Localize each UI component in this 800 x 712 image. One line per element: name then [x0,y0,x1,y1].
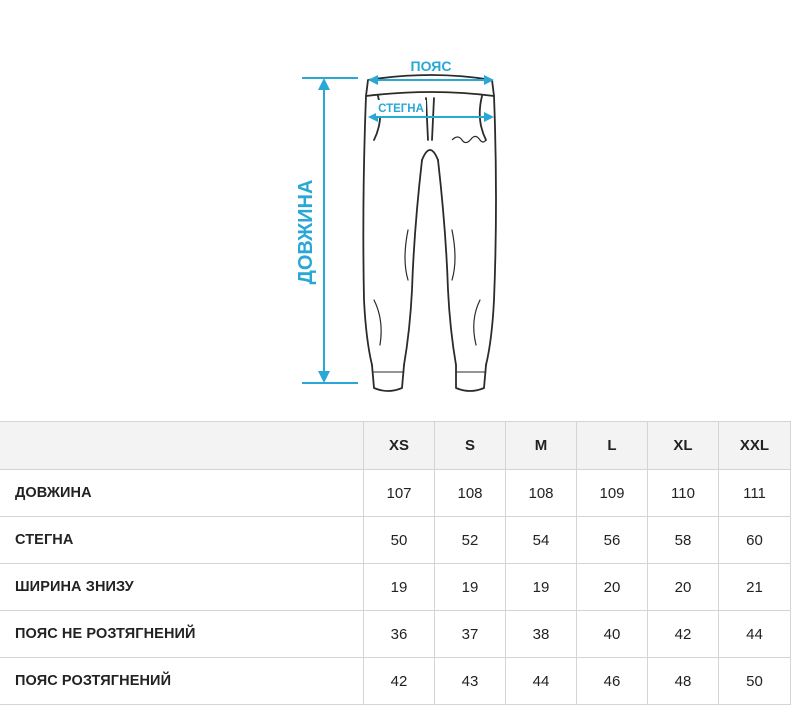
table-cell: 108 [506,470,577,517]
size-chart-table [0,421,791,705]
table-cell: 42 [364,658,435,705]
header-corner [1,422,364,470]
column-header-xl: XL [648,422,719,470]
table-cell: 20 [577,564,648,611]
table-cell: 60 [719,517,791,564]
table-cell: 36 [364,611,435,658]
table-row-waist-relaxed [1,611,791,658]
table-row-length [1,470,791,517]
table-cell: 108 [435,470,506,517]
table-cell: 50 [364,517,435,564]
table-cell: 21 [719,564,791,611]
hips-label: СТЕГНА [378,103,424,115]
waist-arrow [368,75,494,85]
length-label: ДОВЖИНА [295,179,317,285]
table-cell: 19 [506,564,577,611]
table-cell: 19 [364,564,435,611]
table-row-waist-stretched [1,658,791,705]
column-header-l: L [577,422,648,470]
table-row-hips [1,517,791,564]
table-row-bottom-width [1,564,791,611]
table-cell: 43 [435,658,506,705]
table-cell: 48 [648,658,719,705]
table-cell: 40 [577,611,648,658]
column-header-xxl: XXL [719,422,791,470]
table-cell: 110 [648,470,719,517]
row-label: СТЕГНА [1,517,364,564]
column-header-m: M [506,422,577,470]
table-cell: 50 [719,658,791,705]
table-cell: 42 [648,611,719,658]
column-header-s: S [435,422,506,470]
waist-label: ПОЯС [410,58,452,74]
table-cell: 44 [719,611,791,658]
table-cell: 54 [506,517,577,564]
row-label: ПОЯС НЕ РОЗТЯГНЕНИЙ [1,611,364,658]
table-cell: 109 [577,470,648,517]
pants-outline [363,75,496,391]
row-label: ПОЯС РОЗТЯГНЕНИЙ [1,658,364,705]
column-header-xs: XS [364,422,435,470]
table-cell: 44 [506,658,577,705]
table-cell: 107 [364,470,435,517]
table-cell: 58 [648,517,719,564]
table-cell: 56 [577,517,648,564]
table-cell: 38 [506,611,577,658]
table-cell: 111 [719,470,791,517]
row-label: ШИРИНА ЗНИЗУ [1,564,364,611]
table-cell: 19 [435,564,506,611]
table-cell: 20 [648,564,719,611]
brand-logo [452,136,486,142]
row-label: ДОВЖИНА [1,470,364,517]
table-cell: 52 [435,517,506,564]
table-cell: 46 [577,658,648,705]
table-cell: 37 [435,611,506,658]
table-header-row [1,422,791,470]
